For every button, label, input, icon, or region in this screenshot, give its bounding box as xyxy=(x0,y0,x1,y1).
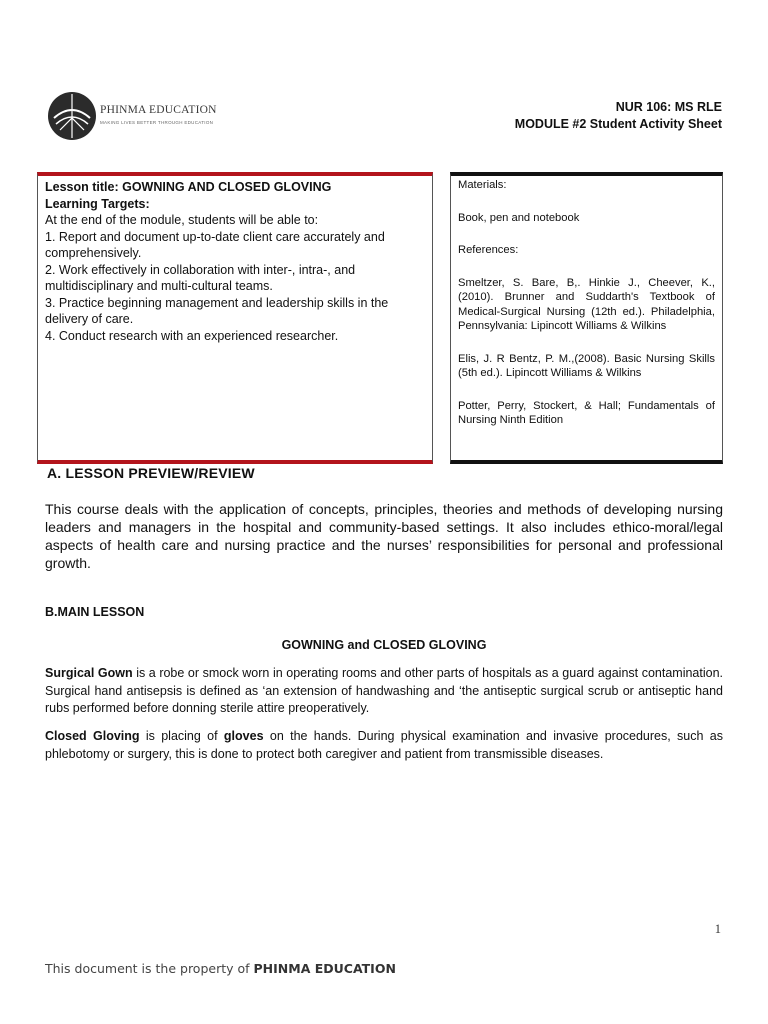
module-title: MODULE #2 Student Activity Sheet xyxy=(514,117,722,131)
materials-value: Book, pen and notebook xyxy=(458,211,580,224)
phinma-logo xyxy=(46,88,216,144)
surgical-gown-term: Surgical Gown xyxy=(45,666,133,680)
materials-box-content xyxy=(458,178,715,428)
closed-gloving-text: is placing of xyxy=(139,729,224,743)
closed-gloving-paragraph xyxy=(45,728,723,763)
materials-label: Materials: xyxy=(458,179,507,191)
lesson-title-label: Lesson title: xyxy=(45,180,123,194)
surgical-gown-paragraph xyxy=(45,665,723,718)
target-item: 1. Report and document up-to-date client care accurately and comprehensively. xyxy=(45,229,385,260)
targets-intro: At the end of the module, students will be able to: xyxy=(45,213,319,227)
lesson-box-content xyxy=(45,179,425,344)
target-item: 3. Practice beginning management and leadership skills in the delivery of care. xyxy=(45,295,389,326)
reference-item: Elis, J. R Bentz, P. M.,(2008). Basic Nursing Skills (5th ed.). Lipincott Williams & Wilkins xyxy=(458,352,715,379)
footer-note xyxy=(45,961,396,976)
org-tagline: MAKING LIVES BETTER THROUGH EDUCATION xyxy=(100,120,214,125)
closed-gloving-term: Closed Gloving xyxy=(45,729,140,743)
surgical-gown-definition: is a robe or smock worn in operating rooms and other parts of hospitals as a guard against contamination. Surgical hand antisepsis is defined as ‘an extension of handwashing and ‘the antiseptic surgical scrub or antiseptic hand rubs performed before donning sterile attire preoperatively. xyxy=(45,666,724,715)
footer-prefix: This document is the property of xyxy=(45,961,254,976)
closed-gloving-definition: on the hands. During physical examination and invasive procedures, such as phlebotomy or surgery, this is done to protect both caregiver and patient from transmissible diseases. xyxy=(45,729,723,761)
section-a-heading: A. LESSON PREVIEW/REVIEW xyxy=(47,465,255,481)
lesson-preview-text: This course deals with the application of concepts, principles, theories and methods of developing nursing leaders and managers in the hospital and community-based settings. It also includes ethico-moral/legal aspects of health care and nursing practice and the nurses’ responsibilities for personal and professional growth. xyxy=(45,501,723,571)
reference-item: Potter, Perry, Stockert, & Hall; Fundamentals of Nursing Ninth Edition xyxy=(458,399,715,426)
gloves-term: gloves xyxy=(223,729,264,743)
page-number: 1 xyxy=(714,922,721,936)
target-item: 4. Conduct research with an experienced researcher. xyxy=(45,328,339,343)
lesson-title: GOWNING AND CLOSED GLOVING xyxy=(122,180,332,194)
document-header xyxy=(515,99,722,133)
main-lesson-title: GOWNING and CLOSED GLOVING xyxy=(281,638,487,652)
reference-item: Smeltzer, S. Bare, B,. Hinkie J., Cheever, K., (2010). Brunner and Suddarth's Textbook of Medical-Surgical Nursing (12th ed.). Philadelphia, Pennsylvania: Lipincott Williams & Wilkins xyxy=(458,276,715,332)
org-name: PHINMA EDUCATION xyxy=(100,104,217,116)
section-b-heading: B.MAIN LESSON xyxy=(45,605,145,619)
target-item: 2. Work effectively in collaboration with inter-, intra-, and multidisciplinary and multi-cultural teams. xyxy=(45,262,356,293)
footer-owner: PHINMA EDUCATION xyxy=(253,961,396,976)
globe-logo-icon xyxy=(46,88,98,144)
course-code: NUR 106: MS RLE xyxy=(615,100,722,114)
learning-targets-label: Learning Targets: xyxy=(45,196,150,211)
references-label: References: xyxy=(458,244,519,256)
